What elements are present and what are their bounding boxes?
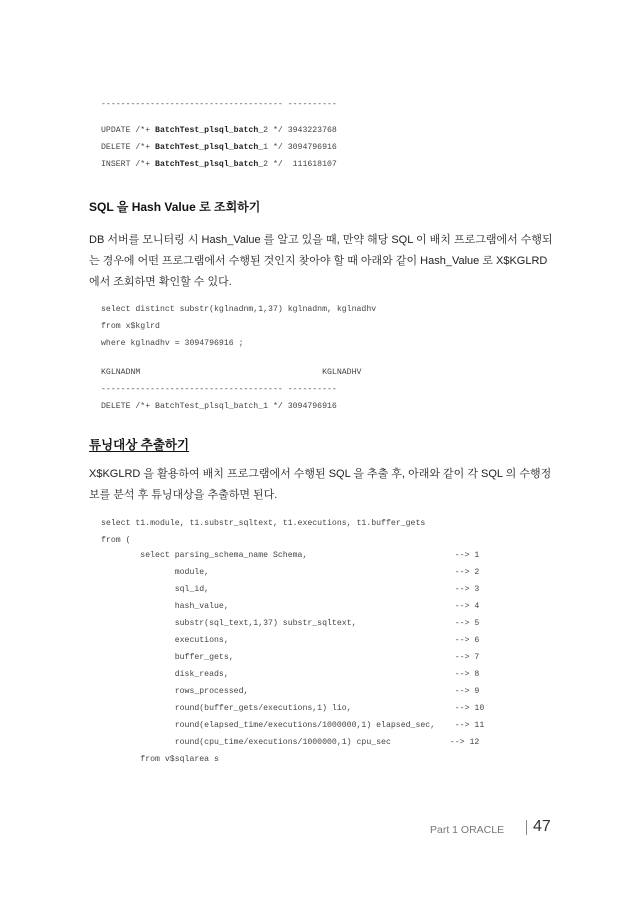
result-row-suffix: 2 */ 111618107 xyxy=(263,160,337,169)
sql-line: round(cpu_time/executions/1000000,1) cpu_sec --> 12 xyxy=(101,738,480,747)
sql-line: round(buffer_gets/executions,1) lio, --> 10 xyxy=(101,704,485,713)
sql-line: sql_id, --> 3 xyxy=(101,585,480,594)
sql-line: from ( xyxy=(101,536,131,545)
sql-line: from x$kglrd xyxy=(101,322,160,331)
result-row-suffix: 2 */ 3943223768 xyxy=(263,126,337,135)
sql-line: rows_processed, --> 9 xyxy=(101,687,480,696)
sql-line: hash_value, --> 4 xyxy=(101,602,480,611)
result-row-prefix: UPDATE /*+ xyxy=(101,126,156,135)
result-row xyxy=(101,127,337,135)
result-row-prefix: INSERT /*+ xyxy=(101,160,156,169)
result-row-batch-name: BatchTest_plsql_batch_ xyxy=(155,126,264,135)
result-header: KGLNADNM KGLNADHV xyxy=(101,368,362,377)
result-row xyxy=(101,144,337,152)
footer-divider xyxy=(526,820,527,835)
sql-line: module, --> 2 xyxy=(101,568,480,577)
result-row xyxy=(101,161,337,169)
page-number: 47 xyxy=(533,818,551,835)
sql-line: where kglnadhv = 3094796916 ; xyxy=(101,339,244,348)
result-row: DELETE /*+ BatchTest_plsql_batch_1 */ 3094796916 xyxy=(101,402,337,411)
sql-line: from v$sqlarea s xyxy=(101,755,219,764)
sql-line: select distinct substr(kglnadnm,1,37) kglnadnm, kglnadhv xyxy=(101,305,377,314)
section-paragraph: DB 서버를 모니터링 시 Hash_Value 를 알고 있을 때, 만약 해당 SQL 이 배치 프로그램에서 수행되는 경우에 어떤 프로그램에서 수행된 것인지 찾아야 할 때 아래와 같이 Hash_Value 로 X$KGLRD 에서 조회하면 확인할 수 있다. xyxy=(89,234,553,288)
sql-line: select parsing_schema_name Schema, --> 1 xyxy=(101,551,480,560)
sql-line: disk_reads, --> 8 xyxy=(101,670,480,679)
sql-line: substr(sql_text,1,37) substr_sqltext, --> 5 xyxy=(101,619,480,628)
result-dash-line: ------------------------------------- ---------- xyxy=(101,385,337,394)
sql-line: buffer_gets, --> 7 xyxy=(101,653,480,662)
result-dash-line: ------------------------------------- ---------- xyxy=(101,100,337,109)
section-heading-tuning-target: 튜닝대상 추출하기 xyxy=(89,438,190,452)
result-row-batch-name: BatchTest_plsql_batch_ xyxy=(155,143,264,152)
sql-line: select t1.module, t1.substr_sqltext, t1.executions, t1.buffer_gets xyxy=(101,519,426,528)
result-row-batch-name: BatchTest_plsql_batch_ xyxy=(155,160,264,169)
sql-line: executions, --> 6 xyxy=(101,636,480,645)
footer-section-label: Part 1 ORACLE xyxy=(430,824,505,836)
result-row-suffix: 1 */ 3094796916 xyxy=(263,143,337,152)
section-heading-hash-value: SQL 을 Hash Value 로 조회하기 xyxy=(89,200,261,214)
sql-line: round(elapsed_time/executions/1000000,1) elapsed_sec, --> 11 xyxy=(101,721,485,730)
result-row-prefix: DELETE /*+ xyxy=(101,143,156,152)
section-paragraph: X$KGLRD 을 활용하여 배치 프로그램에서 수행된 SQL 을 추출 후, 아래와 같이 각 SQL 의 수행정보를 분석 후 튜닝대상을 추출하면 된다. xyxy=(89,468,552,501)
